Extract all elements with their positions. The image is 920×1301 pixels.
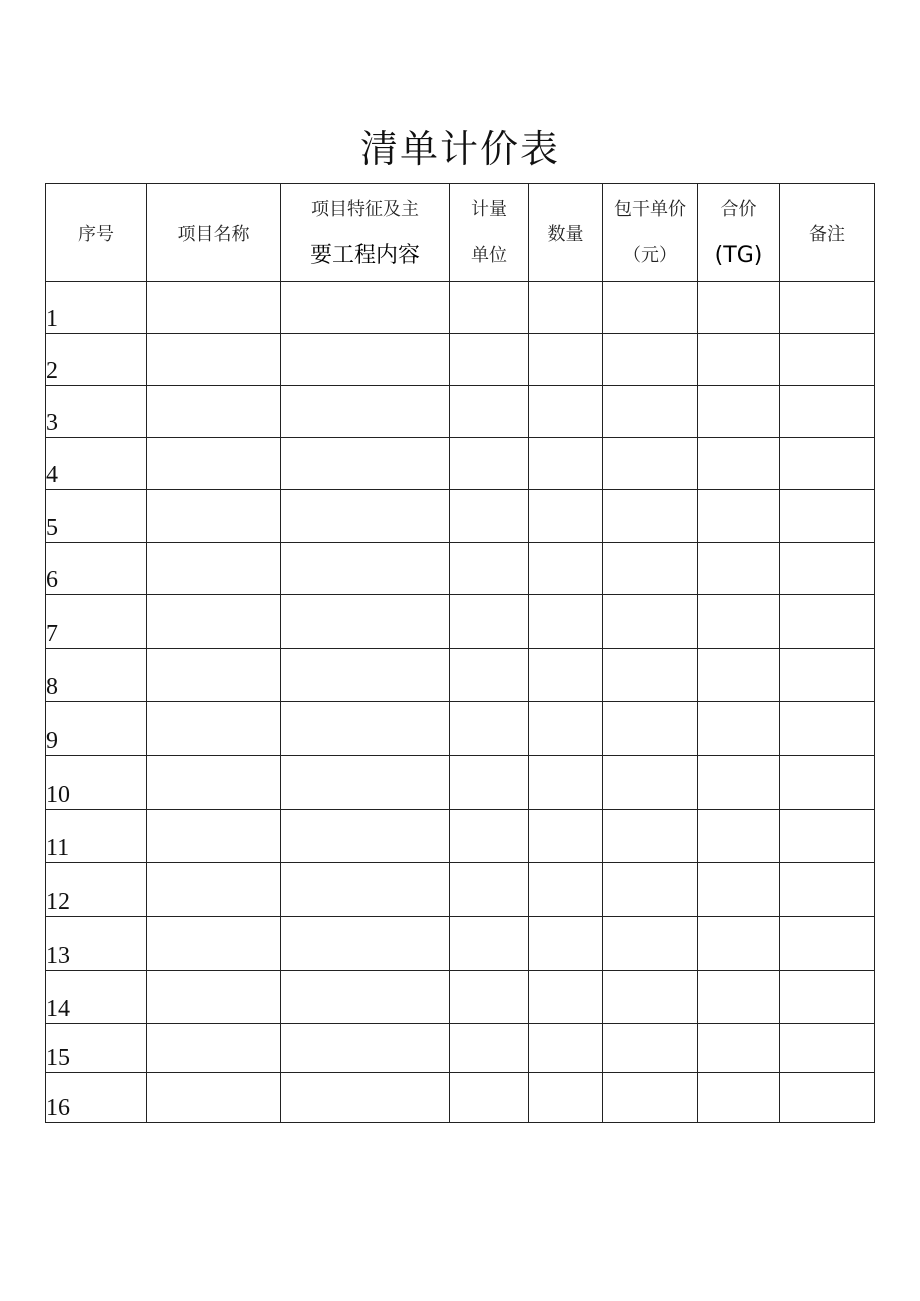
row-number: 9 (46, 702, 147, 756)
header-price-line2: （元） (623, 244, 677, 266)
cell-unit[interactable] (450, 702, 529, 756)
cell-feature[interactable] (281, 1073, 450, 1123)
table-row (46, 386, 875, 438)
table-row (46, 863, 875, 917)
table-row (46, 1024, 875, 1073)
cell-price[interactable] (603, 917, 698, 971)
table-row (46, 490, 875, 543)
cell-name[interactable] (147, 438, 281, 490)
cell-total[interactable] (698, 917, 780, 971)
cell-unit[interactable] (450, 1073, 529, 1123)
pricing-table (45, 183, 875, 1123)
row-number: 16 (46, 1073, 147, 1123)
cell-remark[interactable] (780, 810, 875, 863)
cell-quantity[interactable] (529, 649, 603, 702)
row-number: 1 (46, 282, 147, 334)
cell-unit[interactable] (450, 543, 529, 595)
cell-remark[interactable] (780, 595, 875, 649)
header-unit (450, 184, 529, 282)
cell-total[interactable] (698, 334, 780, 386)
header-total (698, 184, 780, 282)
cell-total[interactable] (698, 863, 780, 917)
header-name: 项目名称 (147, 184, 281, 282)
cell-remark[interactable] (780, 438, 875, 490)
header-unit-line2: 单位 (471, 244, 507, 266)
cell-price[interactable] (603, 334, 698, 386)
cell-quantity[interactable] (529, 1073, 603, 1123)
table-row (46, 810, 875, 863)
cell-remark[interactable] (780, 543, 875, 595)
cell-feature[interactable] (281, 334, 450, 386)
cell-total[interactable] (698, 282, 780, 334)
table-row (46, 756, 875, 810)
cell-quantity[interactable] (529, 917, 603, 971)
cell-unit[interactable] (450, 810, 529, 863)
cell-unit[interactable] (450, 282, 529, 334)
cell-total[interactable] (698, 1073, 780, 1123)
cell-total[interactable] (698, 810, 780, 863)
cell-name[interactable] (147, 490, 281, 543)
cell-price[interactable] (603, 438, 698, 490)
header-unit-line1: 计量 (471, 198, 507, 220)
cell-name[interactable] (147, 810, 281, 863)
cell-quantity[interactable] (529, 490, 603, 543)
cell-name[interactable] (147, 1024, 281, 1073)
row-number: 7 (46, 595, 147, 649)
cell-remark[interactable] (780, 702, 875, 756)
cell-remark[interactable] (780, 282, 875, 334)
cell-price[interactable] (603, 490, 698, 543)
header-seq: 序号 (46, 184, 147, 282)
cell-feature[interactable] (281, 917, 450, 971)
header-price-line1: 包干单价 (614, 198, 686, 220)
cell-total[interactable] (698, 490, 780, 543)
cell-quantity[interactable] (529, 863, 603, 917)
row-number: 6 (46, 543, 147, 595)
row-number: 12 (46, 863, 147, 917)
cell-quantity[interactable] (529, 334, 603, 386)
row-number: 3 (46, 386, 147, 438)
cell-price[interactable] (603, 702, 698, 756)
header-feature (281, 184, 450, 282)
cell-unit[interactable] (450, 595, 529, 649)
cell-unit[interactable] (450, 863, 529, 917)
cell-remark[interactable] (780, 334, 875, 386)
cell-price[interactable] (603, 595, 698, 649)
cell-price[interactable] (603, 543, 698, 595)
table-row (46, 917, 875, 971)
cell-name[interactable] (147, 649, 281, 702)
cell-price[interactable] (603, 863, 698, 917)
row-number: 15 (46, 1024, 147, 1073)
cell-quantity[interactable] (529, 386, 603, 438)
cell-quantity[interactable] (529, 810, 603, 863)
cell-name[interactable] (147, 282, 281, 334)
cell-price[interactable] (603, 282, 698, 334)
cell-name[interactable] (147, 334, 281, 386)
cell-name[interactable] (147, 756, 281, 810)
cell-unit[interactable] (450, 917, 529, 971)
header-row (46, 184, 875, 282)
cell-total[interactable] (698, 543, 780, 595)
cell-total[interactable] (698, 386, 780, 438)
table-row (46, 543, 875, 595)
header-remark: 备注 (780, 184, 875, 282)
cell-remark[interactable] (780, 490, 875, 543)
cell-quantity[interactable] (529, 543, 603, 595)
cell-total[interactable] (698, 438, 780, 490)
cell-feature[interactable] (281, 282, 450, 334)
cell-feature[interactable] (281, 863, 450, 917)
cell-remark[interactable] (780, 1024, 875, 1073)
row-number: 4 (46, 438, 147, 490)
row-number: 2 (46, 334, 147, 386)
cell-quantity[interactable] (529, 1024, 603, 1073)
cell-quantity[interactable] (529, 702, 603, 756)
cell-feature[interactable] (281, 756, 450, 810)
cell-name[interactable] (147, 917, 281, 971)
cell-unit[interactable] (450, 438, 529, 490)
row-number: 8 (46, 649, 147, 702)
cell-name[interactable] (147, 386, 281, 438)
row-number: 14 (46, 971, 147, 1024)
header-feature-line2: 要工程内容 (309, 242, 420, 268)
row-number: 10 (46, 756, 147, 810)
cell-feature[interactable] (281, 595, 450, 649)
cell-total[interactable] (698, 649, 780, 702)
cell-feature[interactable] (281, 810, 450, 863)
table-row (46, 1073, 875, 1123)
cell-quantity[interactable] (529, 971, 603, 1024)
header-total-line2: (TG) (714, 242, 763, 268)
cell-price[interactable] (603, 386, 698, 438)
cell-quantity[interactable] (529, 756, 603, 810)
cell-name[interactable] (147, 863, 281, 917)
table-row (46, 334, 875, 386)
cell-remark[interactable] (780, 386, 875, 438)
header-feature-line1: 项目特征及主 (311, 198, 419, 220)
cell-remark[interactable] (780, 863, 875, 917)
cell-unit[interactable] (450, 649, 529, 702)
cell-unit[interactable] (450, 971, 529, 1024)
cell-remark[interactable] (780, 917, 875, 971)
table-row (46, 971, 875, 1024)
cell-quantity[interactable] (529, 438, 603, 490)
row-number: 5 (46, 490, 147, 543)
table-row (46, 649, 875, 702)
cell-total[interactable] (698, 971, 780, 1024)
cell-price[interactable] (603, 649, 698, 702)
table-row (46, 702, 875, 756)
header-quantity: 数量 (529, 184, 603, 282)
cell-price[interactable] (603, 971, 698, 1024)
table-row (46, 438, 875, 490)
table-row (46, 595, 875, 649)
header-price (603, 184, 698, 282)
cell-feature[interactable] (281, 543, 450, 595)
cell-price[interactable] (603, 1073, 698, 1123)
cell-unit[interactable] (450, 334, 529, 386)
cell-unit[interactable] (450, 756, 529, 810)
row-number: 11 (46, 810, 147, 863)
cell-feature[interactable] (281, 649, 450, 702)
cell-feature[interactable] (281, 971, 450, 1024)
cell-price[interactable] (603, 1024, 698, 1073)
cell-total[interactable] (698, 1024, 780, 1073)
cell-price[interactable] (603, 810, 698, 863)
cell-unit[interactable] (450, 1024, 529, 1073)
header-total-line1: 合价 (720, 198, 757, 220)
cell-feature[interactable] (281, 438, 450, 490)
cell-remark[interactable] (780, 756, 875, 810)
cell-total[interactable] (698, 702, 780, 756)
cell-name[interactable] (147, 595, 281, 649)
cell-feature[interactable] (281, 1024, 450, 1073)
row-number: 13 (46, 917, 147, 971)
page-title: 清单计价表 (359, 127, 560, 171)
cell-name[interactable] (147, 971, 281, 1024)
cell-total[interactable] (698, 595, 780, 649)
cell-quantity[interactable] (529, 282, 603, 334)
cell-price[interactable] (603, 756, 698, 810)
cell-unit[interactable] (450, 490, 529, 543)
table-row (46, 282, 875, 334)
cell-name[interactable] (147, 702, 281, 756)
cell-remark[interactable] (780, 1073, 875, 1123)
cell-feature[interactable] (281, 702, 450, 756)
cell-quantity[interactable] (529, 595, 603, 649)
cell-feature[interactable] (281, 386, 450, 438)
cell-remark[interactable] (780, 649, 875, 702)
cell-total[interactable] (698, 756, 780, 810)
cell-name[interactable] (147, 1073, 281, 1123)
cell-unit[interactable] (450, 386, 529, 438)
cell-feature[interactable] (281, 490, 450, 543)
cell-remark[interactable] (780, 971, 875, 1024)
cell-name[interactable] (147, 543, 281, 595)
